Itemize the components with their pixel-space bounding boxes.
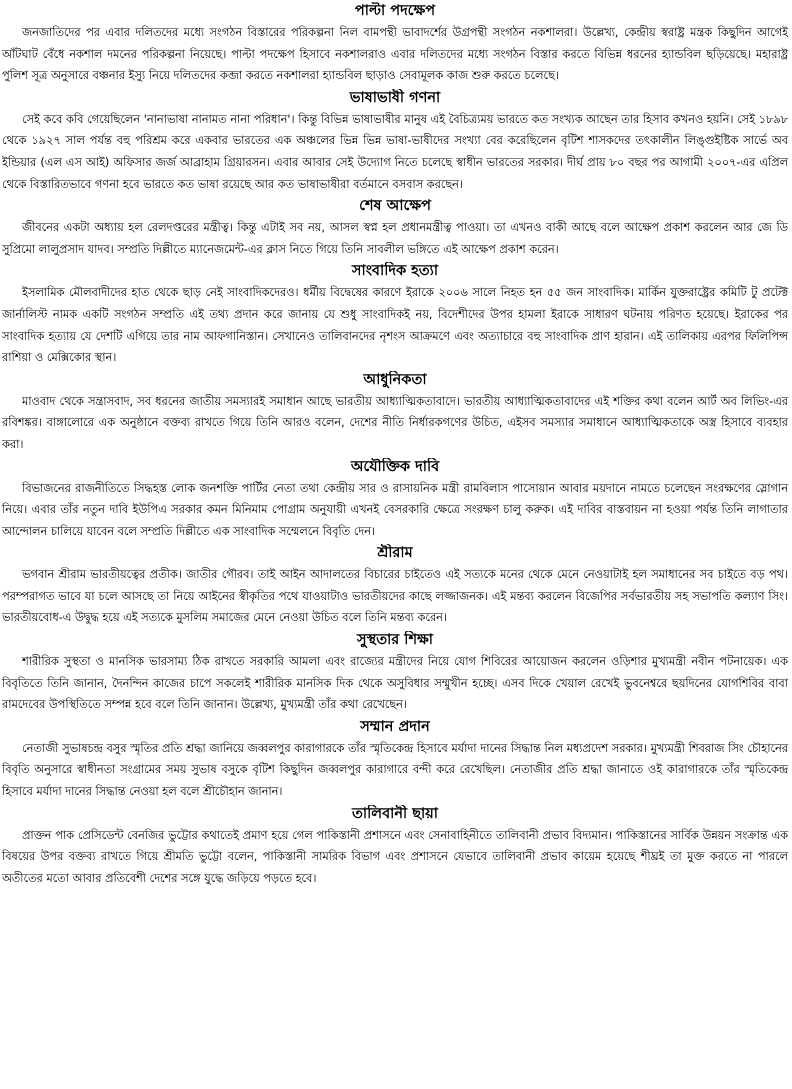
section-body: প্রাক্তন পাক প্রেসিডেন্ট বেনজির ভুট্টোর কথাতেই প্রমাণ হয়ে গেল পাকিস্তানী প্রশাসনে এবং সেনাবাহিনীতে তালিবানী প্রভাব বিদ্যমান। পাকিস্তানের সার্বিক উন্নয়ন সংক্রান্ত এক বিষয়ের উপর বক্তব্য রাখতে গিয়ে শ্রীমতি ভুট্টো বলেন, পাকিস্তানী সামরিক বিভাগ এবং প্রশাসনে যেভাবে তালিবানী প্রভাব কায়েম হয়েছে শীঘ্রই তা মুক্ত করতে না পারলে অতীতের মতো আবার প্রতিবেশী দেশের সঙ্গে যুদ্ধে জড়িয়ে পড়তে হবে। <box>2 828 788 885</box>
section-body: শারীরিক সুস্থতা ও মানসিক ভারসাম্য ঠিক রাখতে সরকারি আমলা এবং রাজ্যের মন্ত্রীদের নিয়ে যোগ শিবিরের আয়োজন করলেন ওড়িশার মুখ্যমন্ত্রী নবীন পটনায়েক। এক বিবৃতিতে তিনি জানান, দৈনন্দিন কাজের চাপে সকলেই শারীরিক মানসিক দিক থেকে অসুবিধার সম্মুখীন হচ্ছে। এসব দিকে খেয়াল রেখেই ভুবনেশ্বরে ছয়দিনের যোগশিবির বাবা রামদেবের উপস্থিতিতে সম্পন্ন হবে বলে তিনি জানান। উল্লেখ্য, মুখ্যমন্ত্রী তাঁর কথা রেখেছেন। <box>2 655 788 712</box>
section-ajouktik-dabi <box>2 458 788 543</box>
section-body: ইসলামিক মৌলবাদীদের হাত থেকে ছাড় নেই সাংবাদিকদেরও। ধর্মীয় বিদ্বেষের কারণে ইরাকে ২০০৬ সালে নিহত হন ৫৫ জন সাংবাদিক। মার্কিন যুক্তরাষ্ট্রের কমিটি টু প্রটেক্ট জার্নালিস্ট নামক একটি সংগঠন সম্প্রতি এই তথ্য প্রদান করে জানায় যে শুধু সাংবাদিকই নয়, বিদেশীদের উপর হামলা ইরাকে সাধারণ ঘটনায় পরিণত হয়েছে। ইরাকের পর সাংবাদিক হত্যায় যে দেশটি এগিয়ে তার নাম আফগানিস্তান। সেখানেও তালিবানদের নৃশংস আক্রমণে এবং অত্যাচারে বহু সাংবাদিক প্রাণ হারান। এই তালিকায় এরপর ফিলিপিন্স রাশিয়া ও মেক্সিকোর স্থান। <box>2 286 788 365</box>
section-samman-pradan <box>2 718 788 803</box>
section-body: নেতাজী সুভাষচন্দ্র বসুর স্মৃতির প্রতি শ্রদ্ধা জানিয়ে জব্বলপুর কারাগারকে তাঁর স্মৃতিকেন্দ্র হিসাবে মর্যাদা দানের সিদ্ধান্ত নিল মধ্যপ্রদেশ সরকার। মুখ্যমন্ত্রী শিবরাজ সিং চৌহানের বিবৃতি অনুসারে স্বাধীনতা সংগ্রামের সময় সুভাষ বসুকে বৃটিশ কিছুদিন জব্বলপুর কারাগারে বন্দী করে রেখেছিল। নেতাজীর প্রতি শ্রদ্ধা জানাতে ওই কারাগারকে তাঁর স্মৃতিকেন্দ্র হিসাবে মর্যাদা দানের সিদ্ধান্ত নেওয়া হল বলে শ্রীচৌহান জানান। <box>2 741 788 799</box>
section-heading: সুস্থতার শিক্ষা <box>357 632 433 649</box>
news-page <box>0 2 792 1089</box>
section-sangbadik-hatya <box>2 262 788 368</box>
section-talibani-chhaya <box>2 805 788 890</box>
section-heading: শ্রীরাম <box>377 545 413 562</box>
section-heading: ভাষাভাষী গণনা <box>349 89 441 106</box>
section-heading: শেষ আক্ষেপ <box>359 198 431 215</box>
section-shriram <box>2 544 788 629</box>
section-shesh-akkhep <box>2 197 788 260</box>
section-body: ভগবান শ্রীরাম ভারতীয়ত্বের প্রতীক। জাতীর গৌরব। তাই আইন আদালতের বিচারের চাইতেও এই সত্যকে মনের থেকে মেনে নেওয়াটাই হল সমাধানের সব চাইতে বড় পথ। পরম্পরাগত ভাবে যা চলে আসছে তা নিয়ে আইনের স্বীকৃতির পথে যাওয়াটাও ভারতীয়দের কাছে লজ্জাজনক। এই মন্তব্য করলেন বিজেপির সর্বভারতীয় সহ সভাপতি কল্যাণ সিং। ভারতীয়বোধ-এ উদ্বুদ্ধ হয়ে এই সত্যকে মুসলিম সমাজের মেনে নেওয়া উচিত বলে তিনি মন্তব্য করেন। <box>2 568 788 625</box>
section-body: সেই কবে কবি গেয়েছিলেন 'নানাভাষা নানামত নানা পরিধান'। কিন্তু বিভিন্ন ভাষাভাষীর মানুষ এই বৈচিত্র্যময় ভারতে কত সংখ্যক আছেন তার হিসাব কখনও হয়নি। সেই ১৮৯৮ থেকে ১৯২৭ সাল পর্যন্ত বহু পরিশ্রম করে একবার ভারতের এক অঞ্চলের ভিন্ন ভিন্ন ভাষা-ভাষীদের সংখ্যা বের করেছিলেন বৃটিশ শাসকদের তৎকালীন লিঙ্গুইষ্টিক সার্ভে অব ইন্ডিয়ার (এল এস আই) অফিসার জর্জ আব্রাহাম গ্রিয়ারসন। এবার আবার সেই উদ্যোগ নিতে চলেছে স্বাধীন ভারতের সরকার। দীর্ঘ প্রায় ৮০ বছর পর আগামী ২০০৭-এর এপ্রিল থেকে বিস্তারিতভাবে গণনা হবে ভারতে কত ভাষা রয়েছে আর কত ভাষাভাষীরা বর্তমানে বসবাস করছেন। <box>2 112 788 191</box>
section-body: জীবনের একটা অধ্যায় হল রেলদপ্তরের মন্ত্রীত্ব। কিন্তু এটাই সব নয়, আসল স্বপ্ন হল প্রধানমন্ত্রীত্ব পাওয়া। তা এখনও বাকী আছে বলে আক্ষেপ প্রকাশ করলেন আর জে ডি সুপ্রিমো লালুপ্রসাদ যাদব। সম্প্রতি দিল্লীতে ম্যানেজমেন্ট-এর ক্লাস নিতে গিয়ে তিনি সাবলীল ভঙ্গিতে এই আক্ষেপ প্রকাশ করেন। <box>2 221 788 256</box>
section-heading: সাংবাদিক হত্যা <box>351 263 439 280</box>
section-body: জনজাতিদের পর এবার দলিতদের মধ্যে সংগঠন বিস্তারের পরিকল্পনা নিল বামপন্থী ভাবাদর্শের উগ্রপন্থী সংগঠন নকশালরা। উল্লেখ্য, কেন্দ্রীয় স্বরাষ্ট্র মন্ত্রক কিছুদিন আগেই আঁটঘাট বেঁধে নকশাল দমনের পরিকল্পনা নিয়েছে। পাল্টা পদক্ষেপ হিসাবে নকশালরাও এবার দলিতদের মধ্যে সংগঠন বিস্তার করতে বিভিন্ন ধরনের হ্যান্ডবিল ছড়িয়েছে। মহারাষ্ট্র পুলিশ সূত্র অনুসারে বঞ্চনার ইস্যু নিয়ে দলিতদের কব্জা করতে নকশালরা হ্যান্ডবিল ছাড়াও সেবামূলক কাজ শুরু করতে চলেছে। <box>2 26 788 83</box>
section-adhunikata <box>2 371 788 456</box>
section-heading: সম্মান প্রদান <box>360 718 430 735</box>
section-heading: তালিবানী ছায়া <box>352 805 438 822</box>
section-body: বিভাজনের রাজনীতিতে সিদ্ধহস্ত লোক জনশক্তি পার্টির নেতা তথা কেন্দ্রীয় সার ও রাসায়নিক মন্ত্রী রামবিলাস পাসোয়ান আবার ময়দানে নামতে চলেছেন সংরক্ষণের স্লোগান নিয়ে। এবার তাঁর নতুন দাবি ইউপিএ সরকার কমন মিনিমাম পোগ্রাম অনুযায়ী এখনই বেসরকারি ক্ষেত্রে সংরক্ষণ চালু করুক। এই দাবির বাস্তবায়ন না হওয়া পর্যন্ত তিনি লাগাতার আন্দোলন চালিয়ে যাবেন বলে সম্প্রতি দিল্লীতে এক সাংবাদিক সম্মেলনে বিবৃতি দেন। <box>2 481 788 538</box>
section-body: মাওবাদ থেকে সন্ত্রাসবাদ, সব ধরনের জাতীয় সমস্যারই সমাধান আছে ভারতীয় আধ্যাত্মিকতাবাদে। ভারতীয় আধ্যাত্মিকতাবাদের এই শক্তির কথা বলেন আর্ট অব লিভিং-এর রবিশঙ্কর। বাঙ্গালোরে এক অনুষ্ঠানে বক্তব্য রাখতে গিয়ে তিনি আরও বলেন, দেশের নীতি নির্ধারকগণের উচিত, এইসব সমস্যার সমাধানে আধ্যাত্মিকতাকে অস্ত্র হিসাবে ব্যবহার করা। <box>2 394 788 451</box>
section-susthatar-shiksha <box>2 631 788 716</box>
section-heading: পাল্টা পদক্ষেপ <box>354 3 436 19</box>
section-heading: অযৌক্তিক দাবি <box>350 458 440 475</box>
section-bhashabhashi-ganana <box>2 89 788 195</box>
section-heading: আধুনিকতা <box>363 371 427 388</box>
section-palta-padakkhep <box>2 2 788 87</box>
